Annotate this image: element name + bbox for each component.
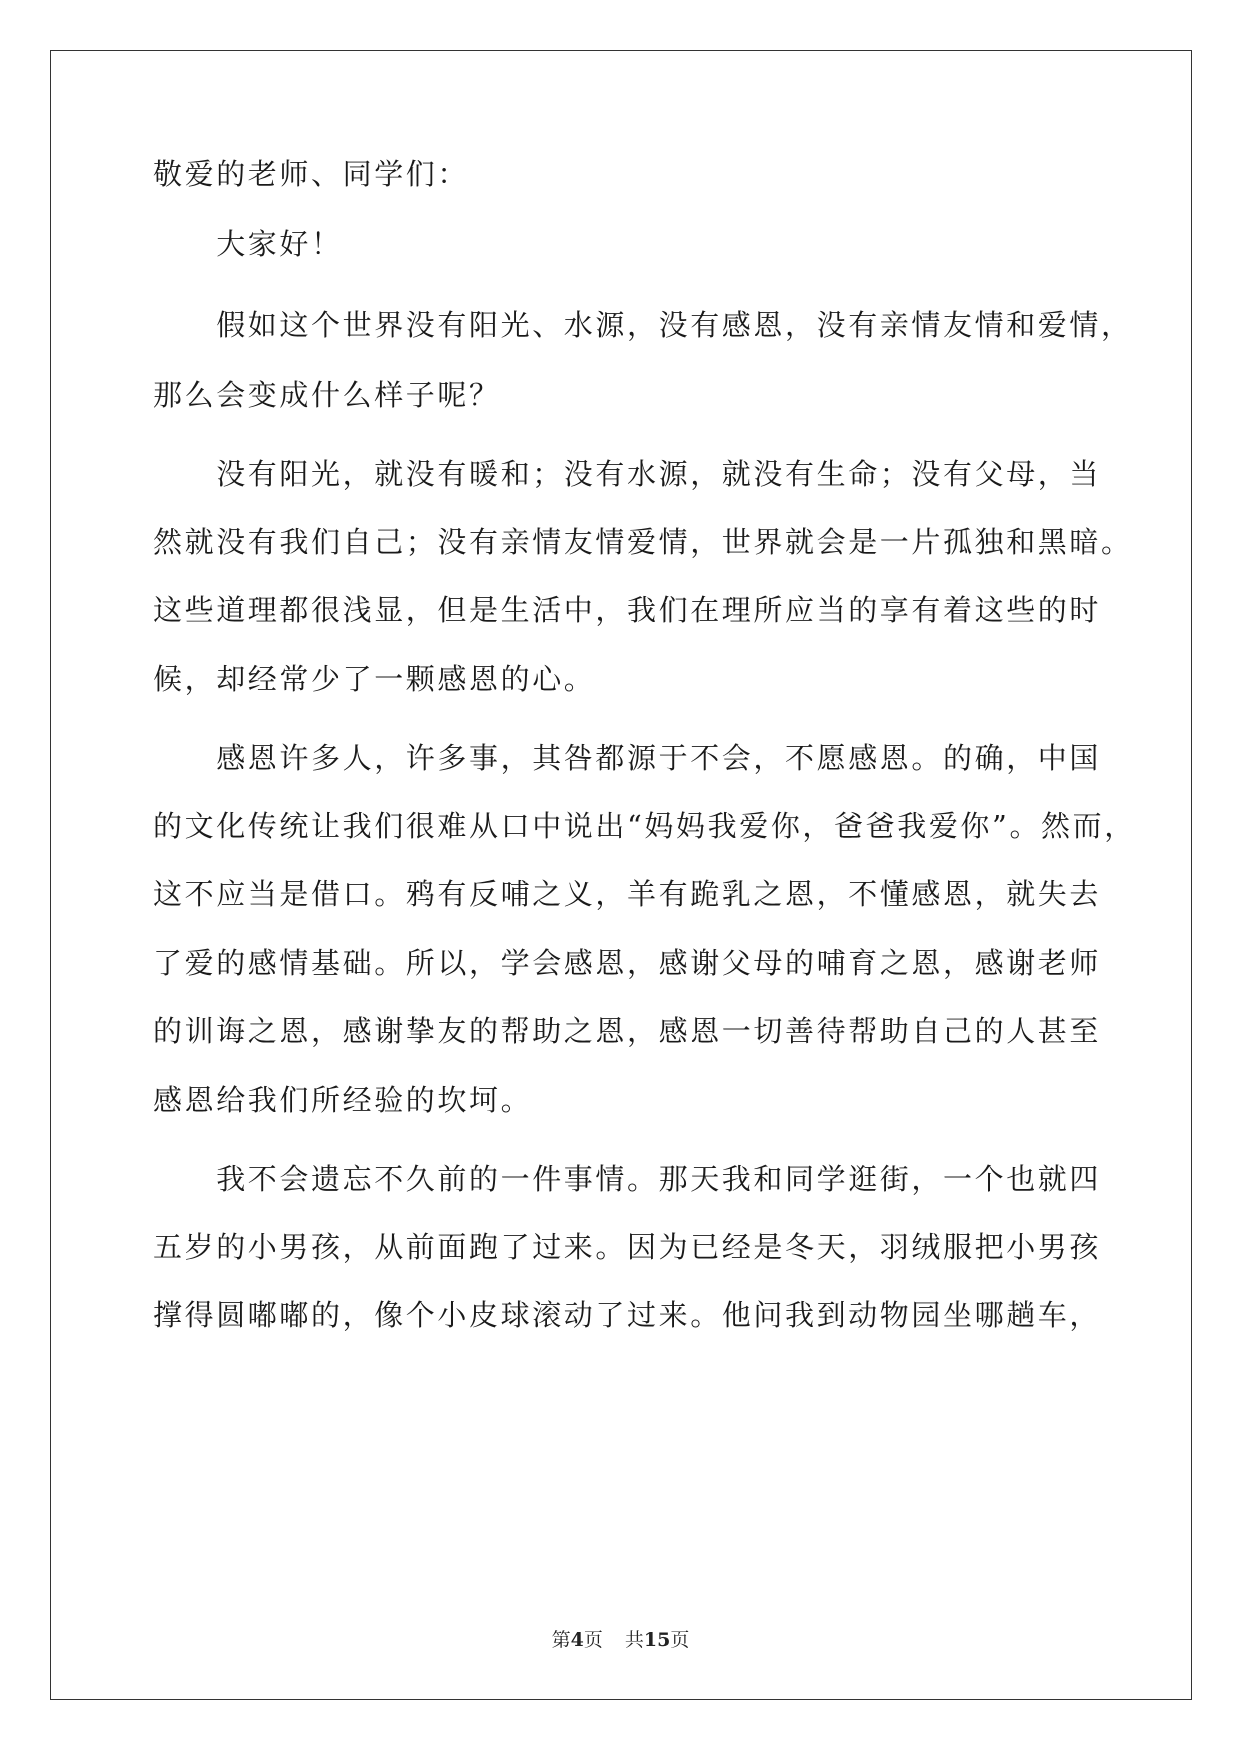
text-line: 没有阳光，就没有暖和；没有水源，就没有生命；没有父母，当	[153, 457, 1102, 491]
text-line: 的文化传统让我们很难从口中说出“妈妈我爱你，爸爸我爱你”。然而，	[153, 809, 1136, 843]
footer-prefix: 第	[551, 1629, 571, 1651]
total-page-count: 15	[643, 1629, 671, 1651]
footer-total-prefix: 共	[624, 1629, 644, 1651]
text-line: 那么会变成什么样子呢？	[153, 378, 501, 412]
text-line: 这些道理都很浅显，但是生活中，我们在理所应当的享有着这些的时	[153, 593, 1102, 627]
text-line: 了爱的感情基础。所以，学会感恩，感谢父母的哺育之恩，感谢老师	[153, 946, 1102, 980]
text-line: 我不会遗忘不久前的一件事情。那天我和同学逛街，一个也就四	[153, 1162, 1102, 1196]
text-line: 的训诲之恩，感谢挚友的帮助之恩，感恩一切善待帮助自己的人甚至	[153, 1014, 1102, 1048]
text-line: 候，却经常少了一颗感恩的心。	[153, 662, 596, 696]
text-line: 这不应当是借口。鸦有反哺之义，羊有跪乳之恩，不懂感恩，就失去	[153, 877, 1102, 911]
footer-page-unit: 页	[583, 1629, 603, 1651]
text-line: 大家好！	[153, 227, 343, 261]
footer-total-unit: 页	[670, 1629, 690, 1651]
text-line: 然就没有我们自己；没有亲情友情爱情，世界就会是一片孤独和黑暗。	[153, 525, 1133, 559]
text-line: 敬爱的老师、同学们：	[153, 157, 470, 191]
current-page-number: 4	[570, 1629, 584, 1651]
page-footer	[0, 1627, 1241, 1653]
text-line: 撑得圆嘟嘟的，像个小皮球滚动了过来。他问我到动物园坐哪趟车，	[153, 1298, 1102, 1332]
text-line: 感恩给我们所经验的坎坷。	[153, 1083, 533, 1117]
text-line: 假如这个世界没有阳光、水源，没有感恩，没有亲情友情和爱情，	[153, 308, 1133, 342]
text-line: 感恩许多人，许多事，其咎都源于不会，不愿感恩。的确，中国	[153, 741, 1102, 775]
text-line: 五岁的小男孩，从前面跑了过来。因为已经是冬天，羽绒服把小男孩	[153, 1230, 1102, 1264]
